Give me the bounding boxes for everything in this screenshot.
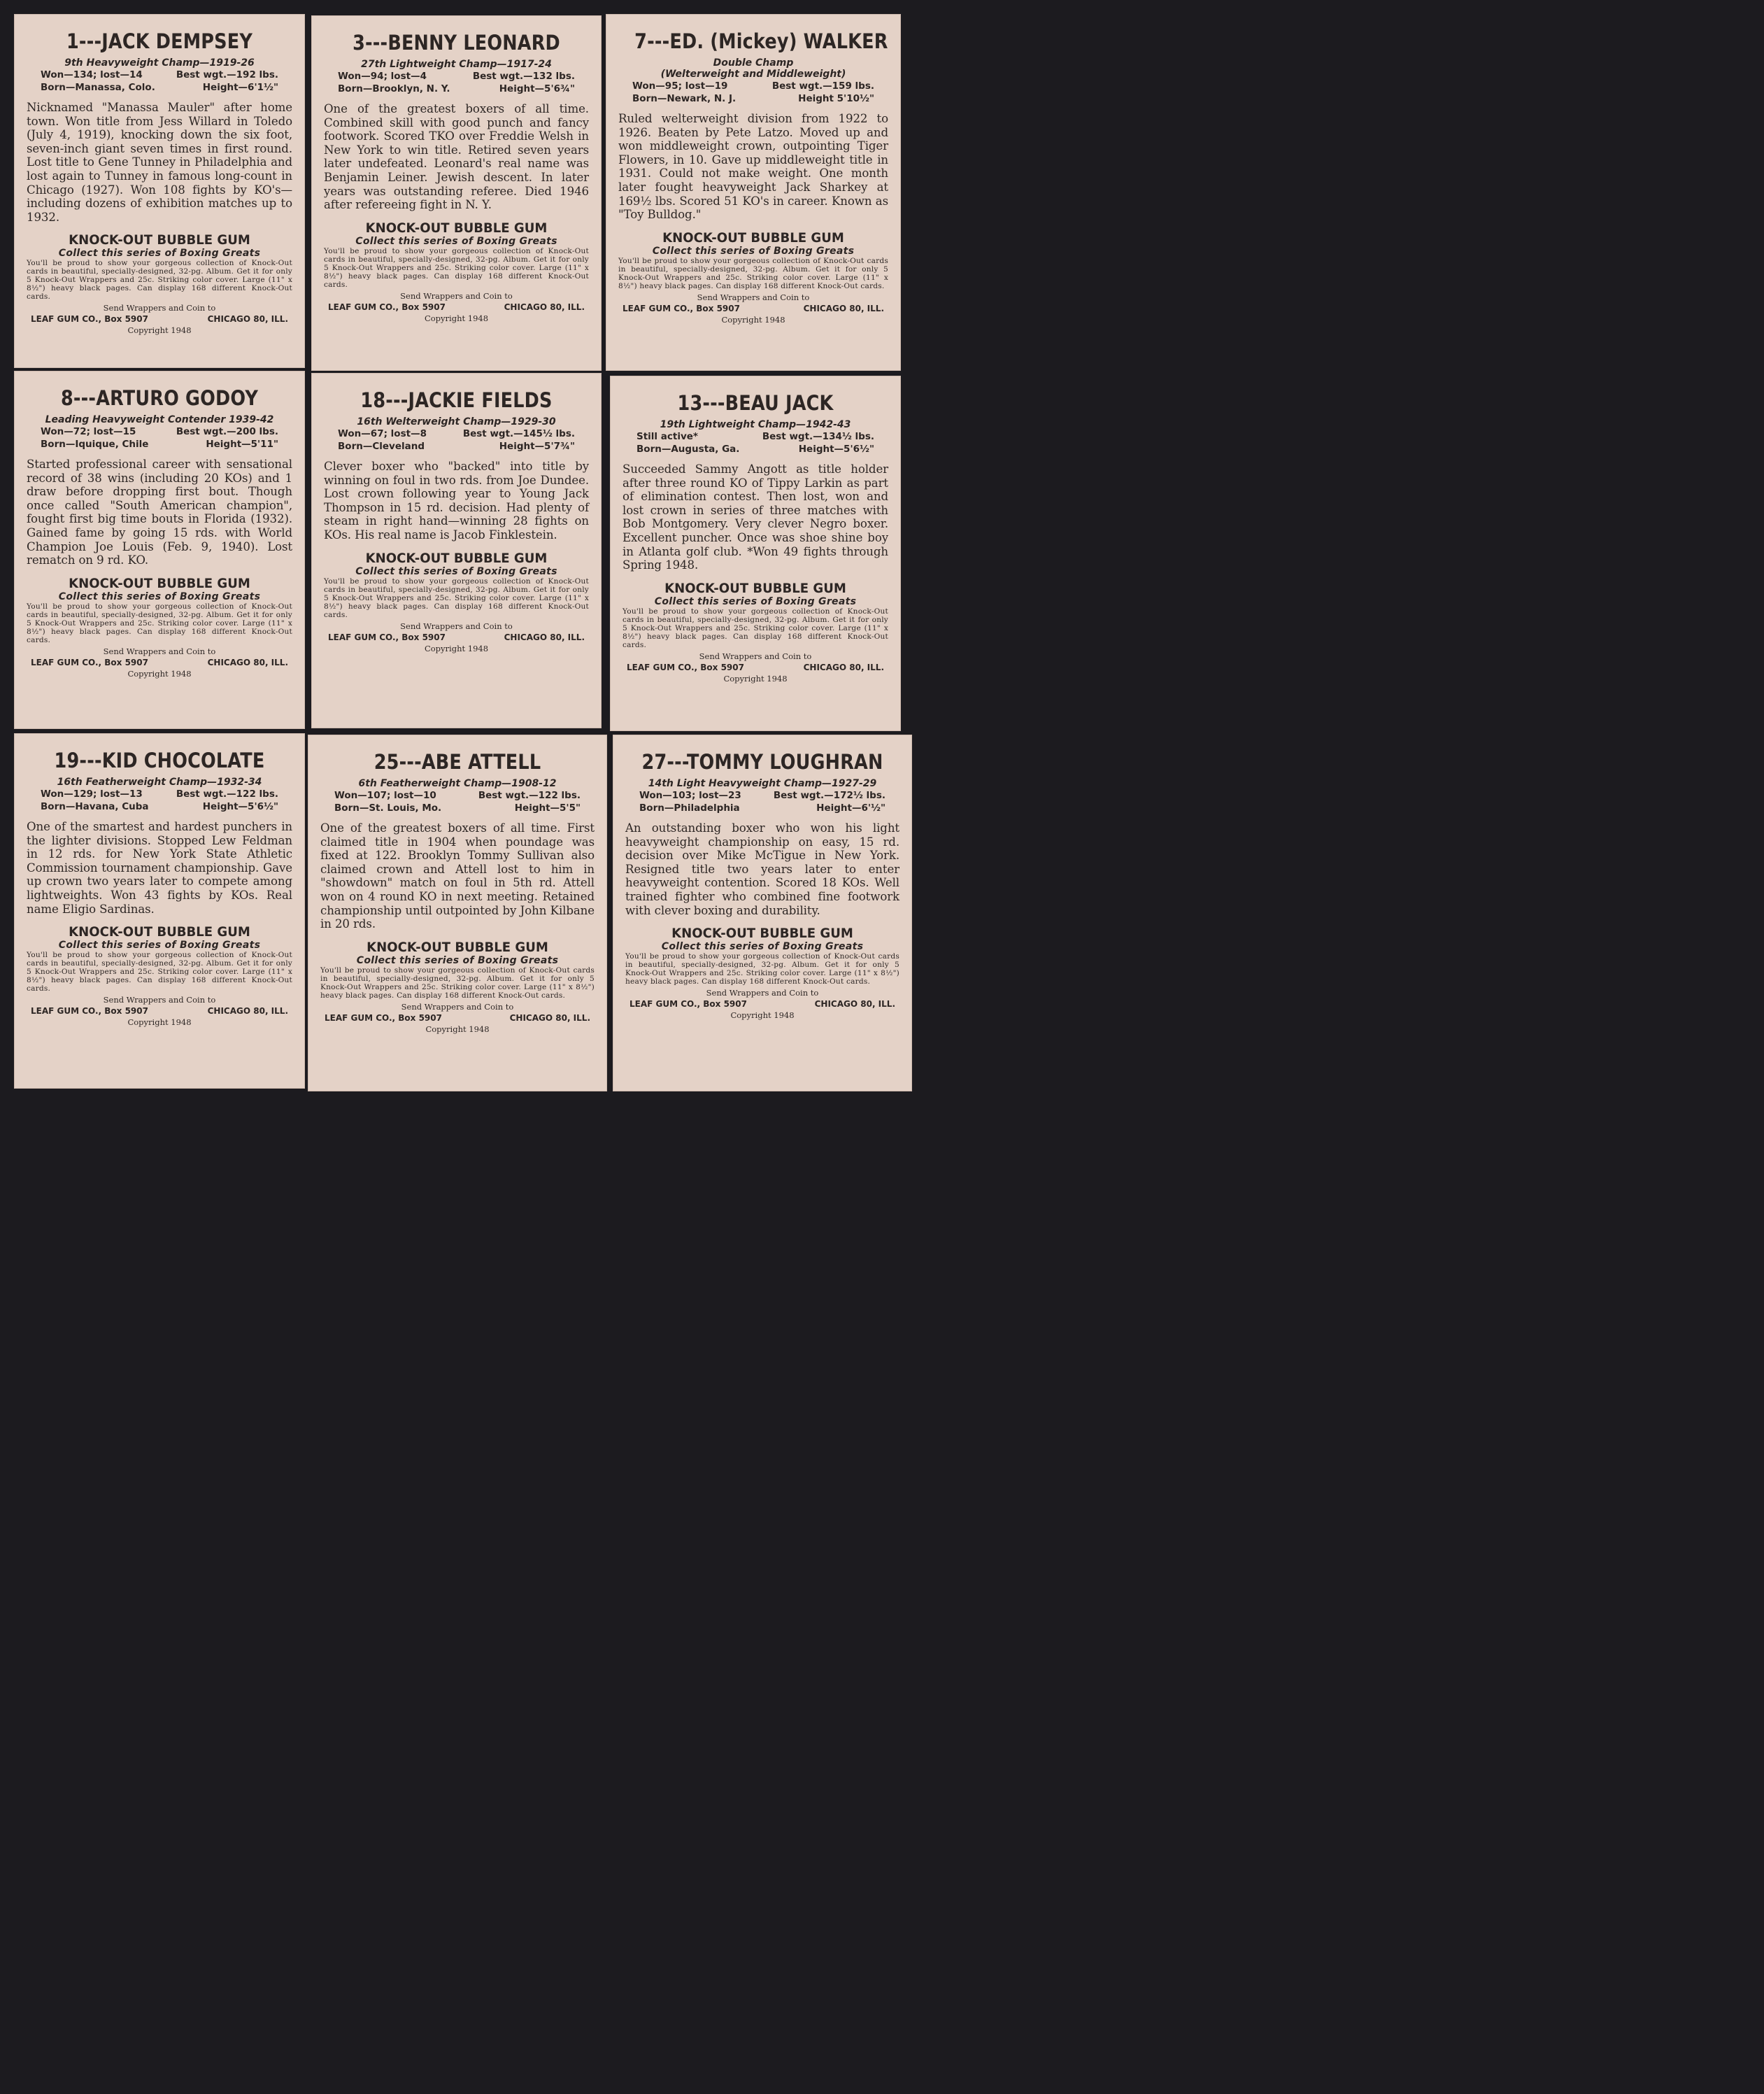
- collect-line: Collect this series of Boxing Greats: [654, 595, 857, 607]
- send-line: Send Wrappers and Coin to: [697, 292, 810, 302]
- stat-value: Won—134; lost—14: [41, 69, 143, 80]
- company-name: LEAF GUM CO., Box 5907: [630, 999, 747, 1010]
- stat-value: Born—Newark, N. J.: [632, 93, 737, 104]
- send-line: Send Wrappers and Coin to: [401, 1001, 514, 1012]
- stats-row: [338, 440, 575, 453]
- stat-value: Best wgt.—122 lbs.: [176, 788, 278, 800]
- card-stats: [27, 425, 292, 451]
- company-city: CHICAGO 80, ILL.: [509, 1012, 590, 1023]
- card-title: 18---JACKIE FIELDS: [360, 388, 553, 412]
- stat-value: Height—5'7¾": [499, 441, 575, 452]
- collect-line: Collect this series of Boxing Greats: [355, 565, 557, 577]
- album-offer-text: You'll be proud to show your gorgeous collection of Knock-Out cards in beautiful, specially-designed, 32-pg. Album. Get it for only 5 Knock-Out Wrappers and 25c. Striking color cover. Large (11" x 8½") heavy black pages. Can display 168 different Knock-Out cards.: [618, 256, 888, 290]
- send-line: Send Wrappers and Coin to: [103, 995, 216, 1005]
- collect-line: Collect this series of Boxing Greats: [58, 940, 261, 952]
- stat-value: Born—Cleveland: [338, 441, 425, 452]
- copyright-line: Copyright 1948: [127, 325, 192, 336]
- card-title: 8---ARTURO GODOY: [60, 386, 259, 410]
- card-stats: [324, 427, 589, 453]
- card-stats: [623, 430, 888, 455]
- brand-heading: KNOCK-OUT BUBBLE GUM: [365, 550, 548, 566]
- boxer-card: [613, 735, 912, 1091]
- stats-row: [636, 443, 874, 455]
- stat-value: Best wgt.—122 lbs.: [478, 790, 581, 801]
- brand-heading: KNOCK-OUT BUBBLE GUM: [69, 575, 250, 591]
- stats-row: [338, 427, 575, 440]
- stat-value: Best wgt.—172½ lbs.: [773, 790, 885, 801]
- copyright-line: Copyright 1948: [721, 314, 785, 325]
- company-city: CHICAGO 80, ILL.: [207, 657, 288, 667]
- collect-line: Collect this series of Boxing Greats: [58, 248, 261, 260]
- card-bio: An outstanding boxer who won his light heavyweight championship on easy, 15 rd. decision over Mike McTigue in New York. Resigned title two years later to enter heavyweight contention. Scored 18 KOs. Well trained fighter who combined fine footwork with clever boxing and durability.: [625, 821, 899, 917]
- copyright-line: Copyright 1948: [425, 1024, 490, 1034]
- stat-value: Won—129; lost—13: [41, 788, 143, 800]
- company-address: [324, 302, 589, 312]
- send-line: Send Wrappers and Coin to: [103, 646, 216, 656]
- stat-value: Height—5'5": [514, 802, 581, 814]
- company-name: LEAF GUM CO., Box 5907: [328, 632, 446, 642]
- stat-value: Won—72; lost—15: [41, 426, 136, 437]
- company-name: LEAF GUM CO., Box 5907: [623, 303, 740, 313]
- stats-row: [338, 83, 575, 95]
- card-bio: Clever boxer who "backed" into title by winning on foul in two rds. from Joe Dundee. Lost crown following year to Young Jack Thompson in 15 rd. decision. Had plenty of steam in right hand—winning 28 fights on KOs. His real name is Jacob Finklestein.: [324, 460, 589, 542]
- stats-row: [41, 81, 278, 94]
- stat-value: Best wgt.—192 lbs.: [176, 69, 278, 80]
- album-offer-text: You'll be proud to show your gorgeous collection of Knock-Out cards in beautiful, specially-designed, 32-pg. Album. Get it for only 5 Knock-Out Wrappers and 25c. Striking color cover. Large (11" x 8½") heavy black pages. Can display 168 different Knock-Out cards.: [324, 246, 589, 289]
- card-subtitle: 16th Featherweight Champ—1932-34: [57, 777, 262, 788]
- company-address: [27, 314, 292, 324]
- send-line: Send Wrappers and Coin to: [103, 303, 216, 313]
- stat-value: Height—5'6½": [798, 444, 874, 455]
- company-address: [324, 632, 589, 642]
- stat-value: Best wgt.—134½ lbs.: [762, 431, 874, 442]
- card-stats: [27, 69, 292, 94]
- stat-value: Best wgt.—200 lbs.: [176, 426, 278, 437]
- stat-value: Height—5'6½": [202, 801, 278, 812]
- company-address: [618, 304, 888, 313]
- company-name: LEAF GUM CO., Box 5907: [31, 1006, 148, 1017]
- card-title: 19---KID CHOCOLATE: [54, 749, 265, 772]
- stat-value: Won—67; lost—8: [338, 428, 427, 439]
- card-subtitle: 9th Heavyweight Champ—1919-26: [64, 57, 255, 69]
- boxer-card: [14, 14, 305, 368]
- card-title: 1---JACK DEMPSEY: [66, 29, 252, 53]
- stats-row: [639, 802, 885, 814]
- company-city: CHICAGO 80, ILL.: [803, 662, 884, 672]
- stat-value: Born—Havana, Cuba: [41, 801, 149, 812]
- collect-line: Collect this series of Boxing Greats: [355, 235, 557, 247]
- company-address: [625, 999, 899, 1009]
- stats-row: [334, 789, 581, 802]
- brand-heading: KNOCK-OUT BUBBLE GUM: [367, 939, 548, 955]
- card-subtitle: 16th Welterweight Champ—1929-30: [357, 416, 556, 427]
- stats-row: [41, 69, 278, 81]
- stat-value: Won—107; lost—10: [334, 790, 436, 801]
- brand-heading: KNOCK-OUT BUBBLE GUM: [365, 220, 548, 236]
- stat-value: Born—Philadelphia: [639, 802, 740, 814]
- card-stats: [27, 788, 292, 813]
- stat-value: Height—6'1½": [202, 82, 278, 93]
- stat-value: Born—Iquique, Chile: [41, 439, 149, 450]
- brand-heading: KNOCK-OUT BUBBLE GUM: [671, 926, 853, 942]
- card-bio: Succeeded Sammy Angott as title holder after three round KO of Tippy Larkin as part of elimination contest. Then lost, won and lost crown in series of three matches with Bob Montgomery. Very clever Negro boxer. Excellent puncher. Once was shoe shine boy in Atlanta golf club. *Won 49 fights through Spring 1948.: [623, 462, 888, 572]
- boxer-card: [308, 735, 607, 1091]
- card-title: 3---BENNY LEONARD: [353, 31, 560, 55]
- brand-heading: KNOCK-OUT BUBBLE GUM: [662, 229, 844, 246]
- stats-row: [636, 430, 874, 443]
- company-address: [320, 1013, 595, 1023]
- brand-heading: KNOCK-OUT BUBBLE GUM: [69, 924, 250, 940]
- send-line: Send Wrappers and Coin to: [400, 621, 513, 631]
- card-bio: One of the smartest and hardest punchers in the lighter divisions. Stopped Lew Feldman in 12 rds. for New York State Athletic Commission tournament championship. Gave up crown two years later to compete among lightweights. Won 43 fights by KOs. Real name Eligio Sardinas.: [27, 820, 292, 916]
- stat-value: Born—Augusta, Ga.: [636, 444, 740, 455]
- stat-value: Best wgt.—132 lbs.: [472, 71, 575, 82]
- stat-value: Height—5'11": [206, 439, 278, 450]
- company-city: CHICAGO 80, ILL.: [504, 632, 585, 642]
- stat-value: Height 5'10½": [798, 93, 874, 104]
- stats-row: [334, 802, 581, 814]
- card-subtitle: 14th Light Heavyweight Champ—1927-29: [648, 778, 877, 789]
- album-offer-text: You'll be proud to show your gorgeous collection of Knock-Out cards in beautiful, specially-designed, 32-pg. Album. Get it for only 5 Knock-Out Wrappers and 25c. Striking color cover. Large (11" x 8½") heavy black pages. Can display 168 different Knock-Out cards.: [320, 965, 595, 1000]
- stat-value: Height—5'6¾": [499, 83, 575, 94]
- company-address: [623, 663, 888, 672]
- stat-value: Best wgt.—159 lbs.: [771, 80, 874, 92]
- album-offer-text: You'll be proud to show your gorgeous collection of Knock-Out cards in beautiful, specially-designed, 32-pg. Album. Get it for only 5 Knock-Out Wrappers and 25c. Striking color cover. Large (11" x 8½") heavy black pages. Can display 168 different Knock-Out cards.: [27, 602, 292, 644]
- stats-row: [41, 425, 278, 438]
- stats-row: [632, 92, 874, 105]
- collect-line: Collect this series of Boxing Greats: [58, 590, 261, 602]
- stat-value: Still active*: [636, 431, 698, 442]
- stat-value: Won—95; lost—19: [632, 80, 728, 92]
- boxer-card: [610, 376, 901, 731]
- album-offer-text: You'll be proud to show your gorgeous collection of Knock-Out cards in beautiful, specially-designed, 32-pg. Album. Get it for only 5 Knock-Out Wrappers and 25c. Striking color cover. Large (11" x 8½") heavy black pages. Can display 168 different Knock-Out cards.: [27, 951, 292, 993]
- copyright-line: Copyright 1948: [723, 673, 788, 684]
- card-subtitle: 6th Featherweight Champ—1908-12: [358, 778, 557, 789]
- card-subtitle: 19th Lightweight Champ—1942-43: [660, 419, 851, 430]
- stats-row: [338, 70, 575, 83]
- company-name: LEAF GUM CO., Box 5907: [627, 662, 744, 672]
- stat-value: Height—6'½": [816, 802, 885, 814]
- card-stats: [320, 789, 595, 814]
- card-subtitle: (Welterweight and Middleweight): [660, 69, 846, 80]
- stats-row: [41, 800, 278, 813]
- company-city: CHICAGO 80, ILL.: [207, 314, 288, 325]
- send-line: Send Wrappers and Coin to: [699, 651, 812, 661]
- card-title: 27---TOMMY LOUGHRAN: [641, 750, 883, 774]
- card-title: 25---ABE ATTELL: [374, 750, 541, 774]
- copyright-line: Copyright 1948: [127, 1017, 192, 1028]
- stats-row: [41, 788, 278, 800]
- company-name: LEAF GUM CO., Box 5907: [328, 302, 446, 312]
- stat-value: Won—94; lost—4: [338, 71, 427, 82]
- company-city: CHICAGO 80, ILL.: [504, 302, 585, 312]
- stats-row: [639, 789, 885, 802]
- boxer-card: [311, 373, 602, 728]
- company-address: [27, 658, 292, 667]
- card-title: 7---ED. (Mickey) WALKER: [634, 29, 888, 53]
- album-offer-text: You'll be proud to show your gorgeous collection of Knock-Out cards in beautiful, specially-designed, 32-pg. Album. Get it for only 5 Knock-Out Wrappers and 25c. Striking color cover. Large (11" x 8½") heavy black pages. Can display 168 different Knock-Out cards.: [623, 607, 888, 649]
- card-subtitle: Double Champ: [713, 57, 794, 69]
- stat-value: Born—Manassa, Colo.: [41, 82, 155, 93]
- stat-value: Born—Brooklyn, N. Y.: [338, 83, 450, 94]
- boxer-card: [14, 733, 305, 1089]
- send-line: Send Wrappers and Coin to: [706, 988, 819, 998]
- card-stats: [618, 80, 888, 105]
- card-bio: Started professional career with sensational record of 38 wins (including 20 KOs) and 1 draw before dropping first bout. Though once called "South American champion", fought first big time bouts in Florida (1932). Gained fame by going 15 rds. with World Champion Joe Louis (Feb. 9, 1940). Lost rematch on 9 rd. KO.: [27, 458, 292, 567]
- company-city: CHICAGO 80, ILL.: [814, 999, 895, 1010]
- company-name: LEAF GUM CO., Box 5907: [31, 657, 148, 667]
- stat-value: Born—St. Louis, Mo.: [334, 802, 442, 814]
- brand-heading: KNOCK-OUT BUBBLE GUM: [69, 232, 250, 248]
- copyright-line: Copyright 1948: [127, 668, 192, 679]
- brand-heading: KNOCK-OUT BUBBLE GUM: [664, 580, 846, 596]
- card-bio: One of the greatest boxers of all time. First claimed title in 1904 when poundage was fixed at 122. Brooklyn Tommy Sullivan also claimed crown and Attell lost to him in "showdown" match on foul in 5th rd. Attell won on 4 round KO in next meeting. Retained championship until outpointed by John Kilbane in 20 rds.: [320, 821, 595, 931]
- send-line: Send Wrappers and Coin to: [400, 290, 513, 301]
- boxer-card: [606, 14, 901, 371]
- card-bio: One of the greatest boxers of all time. Combined skill with good punch and fancy footwork. Scored TKO over Freddie Welsh in New York to win title. Retired seven years later undefeated. Leonard's real name was Benjamin Leiner. Jewish descent. In later years was outstanding referee. Died 1946 after refereeing fight in N. Y.: [324, 102, 589, 212]
- boxer-card: [311, 15, 602, 371]
- copyright-line: Copyright 1948: [424, 313, 489, 323]
- copyright-line: Copyright 1948: [424, 643, 489, 653]
- stats-row: [41, 438, 278, 451]
- copyright-line: Copyright 1948: [730, 1010, 795, 1021]
- album-offer-text: You'll be proud to show your gorgeous collection of Knock-Out cards in beautiful, specially-designed, 32-pg. Album. Get it for only 5 Knock-Out Wrappers and 25c. Striking color cover. Large (11" x 8½") heavy black pages. Can display 168 different Knock-Out cards.: [324, 576, 589, 619]
- card-stats: [324, 70, 589, 95]
- card-stats: [625, 789, 899, 814]
- stats-row: [632, 80, 874, 92]
- collect-line: Collect this series of Boxing Greats: [652, 245, 855, 257]
- album-offer-text: You'll be proud to show your gorgeous collection of Knock-Out cards in beautiful, specially-designed, 32-pg. Album. Get it for only 5 Knock-Out Wrappers and 25c. Striking color cover. Large (11" x 8½") heavy black pages. Can display 168 different Knock-Out cards.: [27, 259, 292, 302]
- company-address: [27, 1006, 292, 1016]
- company-city: CHICAGO 80, ILL.: [803, 303, 884, 313]
- company-name: LEAF GUM CO., Box 5907: [31, 314, 148, 325]
- card-bio: Nicknamed "Manassa Mauler" after home town. Won title from Jess Willard in Toledo (July 4, 1919), knocking down the six foot, seven-inch giant seven times in first round. Lost title to Gene Tunney in Philadelphia and lost again to Tunney in famous long-count in Chicago (1927). Won 108 fights by KO's—including dozens of exhibition matches up to 1932.: [27, 101, 292, 224]
- card-title: 13---BEAU JACK: [677, 391, 834, 415]
- company-city: CHICAGO 80, ILL.: [207, 1006, 288, 1017]
- album-offer-text: You'll be proud to show your gorgeous collection of Knock-Out cards in beautiful, specially-designed, 32-pg. Album. Get it for only 5 Knock-Out Wrappers and 25c. Striking color cover. Large (11" x 8½") heavy black pages. Can display 168 different Knock-Out cards.: [625, 952, 899, 986]
- card-subtitle: Leading Heavyweight Contender 1939-42: [45, 414, 274, 425]
- stat-value: Best wgt.—145½ lbs.: [462, 428, 575, 439]
- card-bio: Ruled welterweight division from 1922 to 1926. Beaten by Pete Latzo. Moved up and won middleweight crown, outpointing Tiger Flowers, in 10. Gave up middleweight title in 1931. Could not make weight. One month later fought heavyweight Jack Sharkey at 169½ lbs. Scored 51 KO's in career. Known as "Toy Bulldog.": [618, 112, 888, 222]
- collect-line: Collect this series of Boxing Greats: [661, 941, 864, 953]
- boxer-card: [14, 371, 305, 729]
- card-subtitle: 27th Lightweight Champ—1917-24: [361, 59, 552, 70]
- collect-line: Collect this series of Boxing Greats: [356, 954, 559, 966]
- stat-value: Won—103; lost—23: [639, 790, 741, 801]
- company-name: LEAF GUM CO., Box 5907: [325, 1012, 442, 1023]
